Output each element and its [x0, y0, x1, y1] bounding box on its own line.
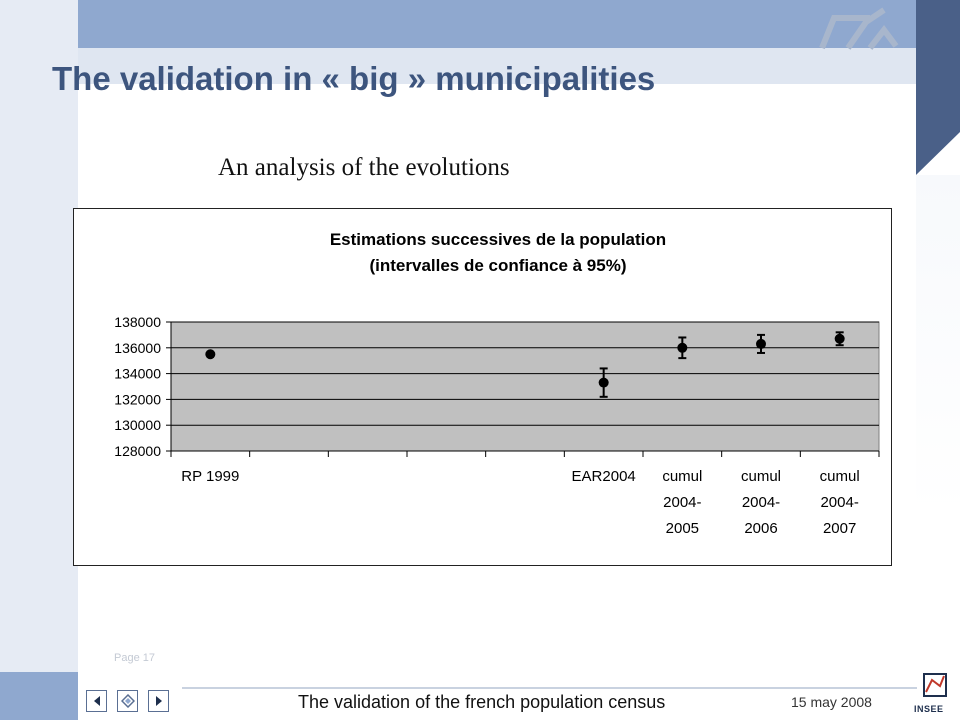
chart-title: Estimations successives de la population	[329, 230, 667, 249]
data-point	[835, 334, 845, 344]
corner-dark-band	[916, 0, 960, 175]
next-slide-button[interactable]	[148, 690, 169, 712]
home-icon	[121, 694, 135, 708]
insee-logo-text: INSEE	[914, 704, 944, 714]
y-tick-label: 132000	[114, 391, 161, 408]
home-button[interactable]	[117, 690, 138, 712]
population-chart	[74, 209, 893, 567]
y-tick-label: 136000	[114, 339, 161, 356]
bottom-accent-band	[0, 672, 78, 720]
triangle-right-icon	[154, 695, 164, 707]
chart-subtitle: (intervalles de confiance à 95%)	[369, 256, 627, 275]
data-point	[756, 339, 766, 349]
y-tick-label: 134000	[114, 365, 161, 382]
insee-emblem-icon	[822, 10, 896, 48]
y-tick-label: 130000	[114, 417, 161, 434]
plot-area	[171, 322, 879, 451]
footer-divider	[182, 687, 917, 689]
data-point	[599, 378, 609, 388]
slide-title: The validation in « big » municipalities	[52, 60, 656, 97]
page-number: Page 17	[114, 652, 155, 664]
data-point	[677, 343, 687, 353]
x-tick-label: 2004-	[663, 494, 702, 511]
x-tick-label: cumul	[819, 468, 860, 485]
y-tick-label: 138000	[114, 314, 161, 330]
x-tick-label: 2005	[665, 520, 700, 537]
x-tick-label: 2006	[744, 520, 778, 537]
corner-decoration	[800, 0, 960, 180]
x-tick-label: cumul	[740, 468, 782, 485]
chart-frame	[73, 208, 892, 566]
right-shade	[916, 175, 960, 515]
slide-subtitle: An analysis of the evolutions	[218, 154, 510, 181]
triangle-left-icon	[92, 695, 102, 707]
x-tick-label: 2004-	[741, 494, 781, 511]
x-tick-label: 2007	[822, 520, 857, 537]
x-tick-label: RP 1999	[181, 468, 240, 485]
x-tick-label: 2004-	[820, 494, 859, 511]
data-point	[205, 349, 215, 359]
previous-slide-button[interactable]	[86, 690, 107, 712]
y-tick-label: 128000	[114, 443, 161, 459]
footer-date: 15 may 2008	[791, 694, 872, 710]
x-tick-label: cumul	[662, 468, 703, 485]
left-accent-band	[0, 0, 78, 720]
x-tick-label: EAR2004	[571, 468, 636, 485]
footer-title: The validation of the french population census	[298, 692, 666, 712]
top-accent-band	[78, 0, 916, 48]
